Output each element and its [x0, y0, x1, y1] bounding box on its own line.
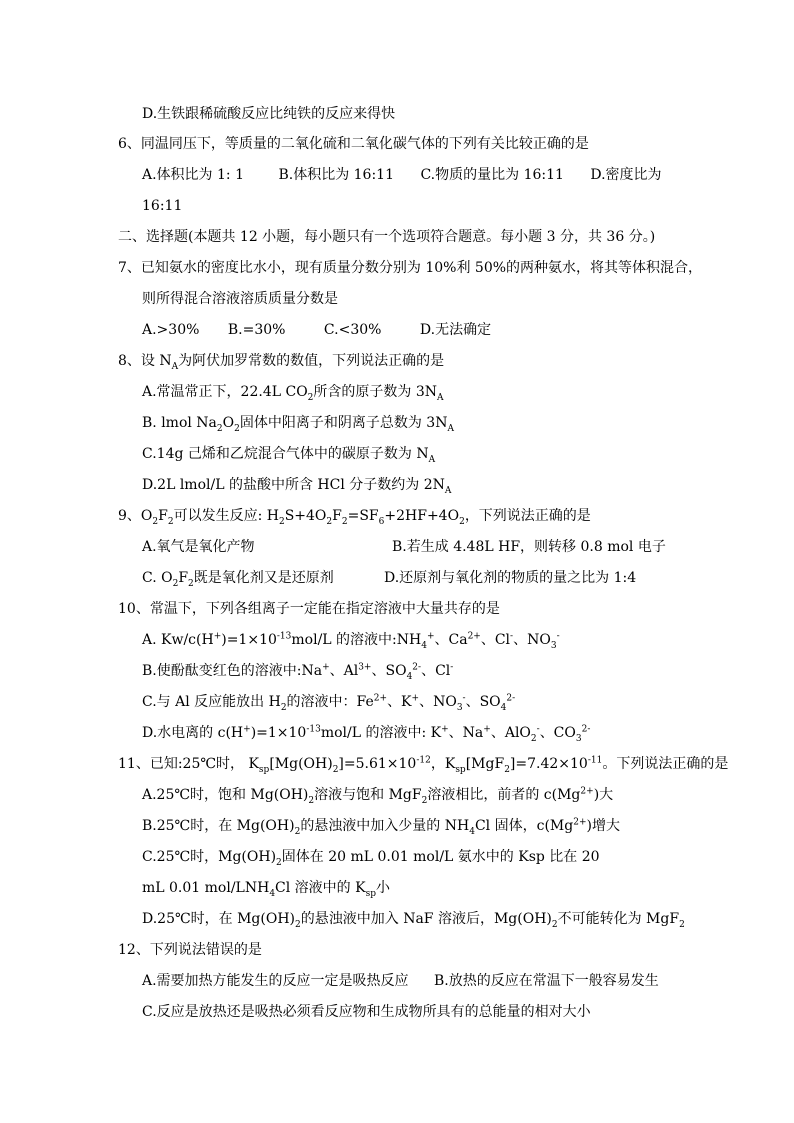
subscript: A: [171, 361, 179, 372]
subscript: A: [444, 485, 452, 496]
subscript: 2: [504, 764, 510, 775]
q10-option-c: [142, 692, 515, 712]
subscript: 2: [421, 795, 428, 806]
q10a-text: 、Cl: [480, 632, 511, 648]
q9c-text: C. O: [142, 570, 173, 586]
q11-text: [Mg(OH): [269, 756, 333, 772]
q10-option-b: [142, 661, 453, 681]
subscript: A: [428, 454, 436, 465]
q6-options: [142, 165, 662, 185]
superscript: +: [243, 724, 251, 735]
q10d-text: mol/L 的溶液中: K: [320, 725, 442, 741]
q7-option-d: D.无法确定: [419, 322, 492, 338]
q10a-text: 、Ca: [434, 632, 468, 648]
q10a-text: mol/L 的溶液中:NH: [291, 632, 422, 648]
superscript: -: [510, 631, 514, 642]
subscript: 2: [308, 795, 315, 806]
q11-text: ]=7.42×10: [509, 756, 588, 772]
q11a-text: A.25℃时，饱和 Mg(OH): [142, 787, 309, 803]
superscript: +: [441, 724, 449, 735]
superscript: 2+: [467, 631, 481, 642]
subscript: 3: [550, 640, 557, 651]
q10b-text: 、SO: [371, 663, 407, 679]
q9-stem: [118, 506, 591, 526]
q9-text: F: [332, 508, 342, 524]
subscript: 2: [679, 919, 685, 930]
q5-option-d: D.生铁跟稀硫酸反应比纯铁的反应来得快: [142, 106, 396, 122]
q6-option-b: B.体积比为 16:11: [278, 167, 394, 183]
q11c-text: C.25℃时，Mg(OH): [142, 849, 277, 865]
q9c-text: 既是氧化剂又是还原剂: [193, 570, 334, 586]
subscript: 4: [421, 640, 427, 651]
q11-text: 。下列说法正确的是: [602, 756, 729, 772]
q10b-text: 、Al: [329, 663, 359, 679]
subscript: 2: [278, 516, 285, 527]
q11a-text: )大: [593, 787, 614, 803]
subscript: 4: [500, 702, 507, 713]
q8-option-c: [142, 444, 435, 464]
q11-option-b: [142, 816, 620, 836]
q9-text: ，下列说法正确的是: [464, 508, 591, 524]
q10c-text: 、K: [387, 694, 412, 710]
q11c-text: Cl 溶液中的 K: [275, 880, 366, 896]
q11b-text: B.25℃时，在 Mg(OH): [142, 818, 295, 834]
q11-text: 11、已知:25℃时， K: [118, 756, 259, 772]
subscript: 2: [332, 764, 339, 775]
superscript: 2+: [580, 786, 594, 797]
superscript: +: [213, 631, 222, 642]
q10d-text: 、AlO: [490, 725, 531, 741]
q12-option-a: A.需要加热方能发生的反应一定是吸热反应: [142, 973, 409, 989]
q8b-text: B. lmol Na: [142, 415, 217, 431]
q11d-text: D.25℃时，在 Mg(OH): [142, 911, 296, 927]
superscript: -: [556, 631, 560, 642]
q6-stem: 6、同温同压下，等质量的二氧化硫和二氧化碳气体的下列有关比较正确的是: [118, 136, 589, 152]
q10d-text: 、Na: [448, 725, 484, 741]
q11c-text: 固体在 20 mL 0.01 mol/L 氨水中的 Ksp 比在 20: [281, 849, 600, 865]
q10c-text: 、NO: [419, 694, 457, 710]
superscript: +: [426, 631, 435, 642]
subscript: 6: [378, 516, 385, 527]
superscript: 2-: [412, 662, 422, 673]
subscript: 2: [167, 516, 174, 527]
superscript: +: [322, 662, 330, 673]
q11-option-c: [142, 847, 600, 867]
q10-option-a: [142, 630, 560, 650]
q10-option-d: [142, 723, 590, 743]
q11-option-a: [142, 785, 613, 805]
q10a-text: A. Kw/c(H: [142, 632, 214, 648]
subscript: A: [447, 423, 454, 434]
q11b-text: 的悬浊液中加入少量的 NH: [300, 818, 470, 834]
section-2-heading: 二、选择题(本题共 12 小题，每小题只有一个选项符合题意。每小题 3 分，共 36 分。): [118, 229, 656, 245]
q8-option-a: [142, 382, 444, 402]
q10c-text: 、SO: [465, 694, 501, 710]
q7-option-a: A.>30%: [142, 322, 200, 338]
subscript: 2: [216, 423, 223, 434]
q8-stem: [118, 351, 444, 371]
q8b-text: O: [222, 415, 235, 431]
q9c-text: F: [178, 570, 189, 586]
q8b-text: 固体中阳离子和阴离子总数为 3N: [239, 415, 448, 431]
subscript: sp: [365, 888, 376, 899]
q9-text: F: [158, 508, 168, 524]
q11c-text: 小: [376, 880, 390, 896]
superscript: -: [462, 693, 466, 704]
subscript: 2: [152, 516, 159, 527]
q8-option-d: [142, 475, 451, 495]
q11-option-c-cont: [142, 878, 390, 898]
q10b-text: B.使酚酞变红色的溶液中:Na: [142, 663, 323, 679]
q9-option-b: B.若生成 4.48L HF，则转移 0.8 mol 电子: [392, 539, 666, 555]
q10d-text: )=1×10: [250, 725, 307, 741]
q9-option-a: A.氧气是氧化产物: [142, 539, 255, 555]
subscript: A: [437, 392, 444, 403]
q8a-text: A.常温常正下，22.4L CO: [142, 384, 308, 400]
superscript: 2-: [506, 693, 516, 704]
q6-option-c: C.物质的量比为 16:11: [420, 167, 564, 183]
q9-text: 9、O: [118, 508, 153, 524]
q11d-text: 不可能转化为 MgF: [557, 911, 680, 927]
q10c-text: 的溶液中：Fe: [286, 694, 374, 710]
q12-stem: 12、下列说法错误的是: [118, 942, 262, 958]
subscript: 2: [341, 516, 348, 527]
subscript: sp: [455, 764, 466, 775]
q6-option-a: A.体积比为 1: 1: [142, 167, 244, 183]
q10a-text: )=1×10: [221, 632, 277, 648]
q9-text: =SF: [347, 508, 379, 524]
q10a-text: 、NO: [513, 632, 551, 648]
q7-stem: 7、已知氨水的密度比水小，现有质量分数分别为 10%利 50%的两种氨水，将其等体积混合，: [118, 260, 703, 276]
subscript: 2: [326, 516, 333, 527]
subscript: 4: [269, 888, 276, 899]
subscript: 2: [276, 857, 282, 868]
q10d-text: 、CO: [539, 725, 576, 741]
q6-option-d: D.密度比为: [590, 167, 662, 183]
superscript: -11: [587, 755, 603, 766]
subscript: 3: [575, 733, 582, 744]
subscript: 2: [234, 423, 240, 434]
q11-option-d: [142, 909, 685, 929]
superscript: -: [536, 724, 540, 735]
superscript: 2+: [573, 817, 587, 828]
superscript: 3+: [358, 662, 372, 673]
q8-option-b: [142, 413, 454, 433]
q11-text: [MgF: [465, 756, 505, 772]
q8-text: 8、设 N: [118, 353, 172, 369]
q7-stem-cont: 则所得混合溶液溶质质量分数是: [142, 291, 338, 307]
superscript: -: [450, 662, 454, 673]
q10d-text: D.水电离的 c(H: [142, 725, 244, 741]
q9-text: +2HF+4O: [384, 508, 460, 524]
subscript: 3: [456, 702, 463, 713]
subscript: sp: [258, 764, 270, 775]
subscript: 2: [530, 733, 537, 744]
q8a-text: 所含的原子数为 3N: [313, 384, 438, 400]
superscript: +: [483, 724, 491, 735]
q7-option-b: B.=30%: [227, 322, 286, 338]
q6-option-d-cont: 16:11: [142, 198, 183, 214]
superscript: -13: [306, 724, 321, 735]
q7-options: [142, 320, 491, 340]
subscript: 4: [406, 671, 413, 682]
q11b-text: Cl 固体，c(Mg: [474, 818, 574, 834]
superscript: 2-: [581, 724, 591, 735]
subscript: 2: [295, 919, 301, 930]
q11b-text: )增大: [586, 818, 620, 834]
q11d-text: 的悬浊液中加入 NaF 溶液后，Mg(OH): [300, 911, 552, 927]
q7-option-c: C.<30%: [323, 322, 382, 338]
q11a-text: 溶液与饱和 MgF: [314, 787, 422, 803]
subscript: 2: [172, 578, 179, 589]
subscript: 2: [551, 919, 558, 930]
subscript: 4: [469, 826, 475, 837]
subscript: 2: [459, 516, 465, 527]
superscript: -13: [276, 631, 292, 642]
q11a-text: 溶液相比，前者的 c(Mg: [427, 787, 581, 803]
subscript: 2: [307, 392, 314, 403]
q11-stem: [118, 754, 728, 774]
subscript: 2: [280, 702, 287, 713]
q11c-text: mL 0.01 mol/LNH: [142, 880, 270, 896]
q9-text: S+4O: [284, 508, 327, 524]
subscript: 2: [188, 578, 194, 589]
q10b-text: 、Cl: [421, 663, 451, 679]
q11-text: ]=5.61×10: [338, 756, 417, 772]
superscript: 2+: [373, 693, 388, 704]
q8c-text: C.14g 己烯和乙烷混合气体中的碳原子数为 N: [142, 446, 429, 462]
q9-option-d: D.还原剂与氧化剂的物质的量之比为 1:4: [384, 570, 637, 586]
q10c-text: C.与 Al 反应能放出 H: [142, 694, 281, 710]
q12-option-b: B.放热的反应在常温下一般容易发生: [434, 973, 659, 989]
q9-text: 可以发生反应: H: [173, 508, 279, 524]
q12-option-c: C.反应是放热还是吸热必须看反应物和生成物所具有的总能量的相对大小: [142, 1004, 591, 1020]
q8-text: 为阿伏加罗常数的数值，下列说法正确的是: [178, 353, 445, 369]
superscript: -12: [416, 755, 431, 766]
superscript: +: [411, 693, 420, 704]
q8d-text: D.2L lmol/L 的盐酸中所含 HCl 分子数约为 2N: [142, 477, 445, 493]
q11-text: ，K: [430, 756, 456, 772]
subscript: 2: [294, 826, 301, 837]
q10-stem: 10、常温下，下列各组离子一定能在指定溶液中大量共存的是: [118, 601, 500, 617]
q9-option-c: [142, 568, 334, 588]
